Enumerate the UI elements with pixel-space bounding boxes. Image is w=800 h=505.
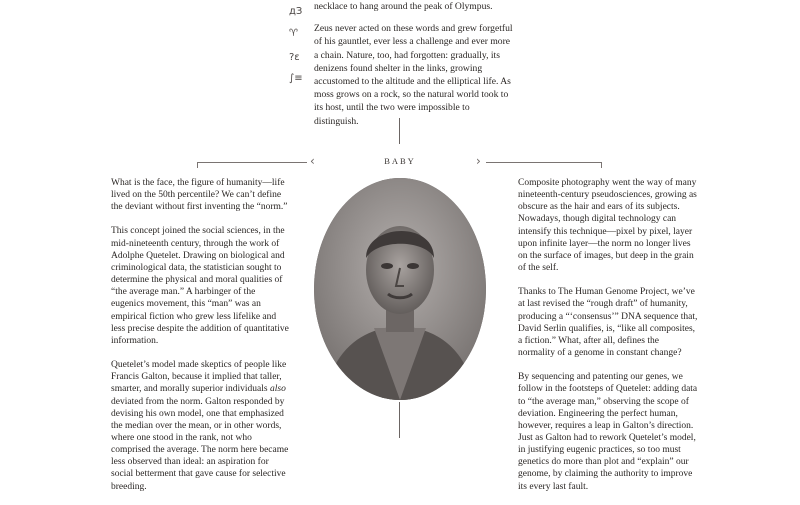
- header-rule: [197, 162, 307, 163]
- body-paragraph: What is the face, the figure of humanity—life lived on the 50th percentile? We can’t define the deviant without first inventing the “norm.”: [111, 178, 288, 213]
- text-run: Quetelet’s model made skeptics of people like Francis Galton, because it implied that taller, smarter, and morally superior individuals: [111, 360, 287, 395]
- text-run: deviated from the norm. Galton responded by devising his own model, one that emphasized the median over the mean, or in other words, where one stood in the rank, not who comprised the average. The norm here became less observed than ideal: an aspiration for social betterment that gave cause for selective breeding.: [111, 396, 289, 492]
- section-title: BABY: [384, 156, 416, 166]
- footnote-glyph: ?ε: [289, 52, 300, 63]
- body-paragraph: [111, 359, 289, 493]
- chevron-right-icon[interactable]: ›: [476, 154, 481, 168]
- portrait-image: [314, 178, 486, 400]
- footnote-glyph: дЗ: [289, 6, 303, 17]
- header-rule: [486, 162, 602, 163]
- intro-paragraph: necklace to hang around the peak of Olympus.: [314, 1, 493, 12]
- rule-tick: [601, 162, 602, 168]
- connector-line: [399, 118, 400, 144]
- portrait-photo: [314, 178, 486, 400]
- footnote-glyph: ∫≡: [289, 73, 303, 84]
- emphasis: also: [269, 384, 286, 395]
- body-paragraph: This concept joined the social sciences, in the mid-nineteenth century, through the work of Adolphe Quetelet. Drawing on biological and criminological data, the statistician sought to determine the physical and moral qualities of “the average man.” A harbinger of the eugenics movement, this “man” was an empirical fiction who grew less lifelike and less precise despite the addition of quantitative information.: [111, 226, 289, 346]
- connector-line: [399, 402, 400, 438]
- body-paragraph: By sequencing and patenting our genes, we follow in the footsteps of Quetelet: adding data to “the average man,” observing the scope of deviation. Engineering the perfect human, however, requires a leap in Galton’s direction. Just as Galton had to rework Quetelet’s model, in justifying eugenic practices, so too must genetics do more than plot and “explain” our genome, by claiming the authority to improve its every last fault.: [518, 372, 698, 492]
- body-paragraph: Composite photography went the way of many nineteenth-century pseudosciences, growing as obscure as the hair and ears of its subjects. Nowadays, though digital technology can intensify this technique—pixel by pixel, layer upon infinite layer—the norm no longer lives on the surface of images, but deep in the grain of the self.: [518, 178, 697, 274]
- intro-paragraph: Zeus never acted on these words and grew forgetful of his gauntlet, ever less a challenge and ever more a chain. Nature, too, had forgotten: gradually, its denizens found shelter in the links, growing accustomed to the altitude and the elliptical life. As moss grows on a rock, so the natural world took to its host, until the two were impossible to distinguish.: [314, 23, 513, 127]
- left-column: [111, 177, 289, 505]
- intro-text: [314, 0, 514, 128]
- footnote-glyph: ♈: [289, 28, 298, 39]
- body-paragraph: Thanks to The Human Genome Project, we’ve at last revised the “rough draft” of humanity, producing a “‘consensus’” DNA sequence that, David Serlin qualifies, is, “like all composites, a fiction.” What, after all, defines the normality of a genome in constant change?: [518, 287, 698, 359]
- right-column: [518, 177, 698, 505]
- chevron-left-icon[interactable]: ‹: [310, 154, 315, 168]
